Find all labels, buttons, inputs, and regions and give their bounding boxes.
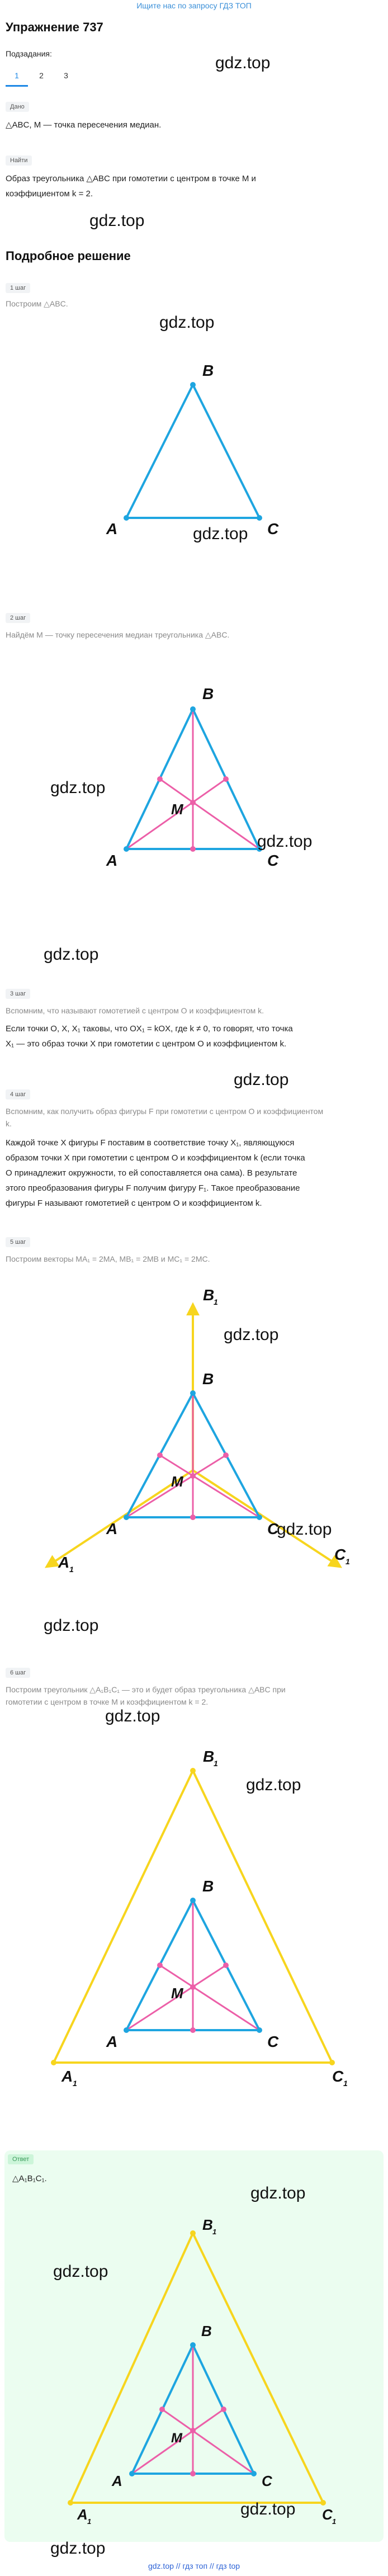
watermark: gdz.top [44, 1616, 99, 1635]
label-a: A [106, 1520, 118, 1537]
step-4-text-line1: Каждой точке X фигуры F поставим в соответствие точку X₁, являющуюся [6, 1138, 295, 1148]
footer-link-gdz-top-mixed[interactable]: гдз top [216, 2561, 240, 2570]
label-b: B [202, 1370, 214, 1388]
watermark: gdz.top [250, 2184, 306, 2202]
step-2-text: Найдём M — точку пересечения медиан треугольника △ABC. [6, 630, 230, 639]
svg-text:1: 1 [343, 2079, 348, 2088]
answer-chip: Ответ [8, 2154, 34, 2164]
watermark: gdz.top [50, 779, 106, 797]
vertex-c [257, 515, 262, 521]
watermark: gdz.top [53, 2262, 108, 2281]
svg-text:1: 1 [69, 1565, 74, 1574]
step-3-text-line2: X₁ — это образ точки X при гомотетии с центром O и коэффициентом k. [6, 1039, 287, 1049]
tab-subtask-2[interactable]: 2 [39, 71, 44, 80]
watermark: gdz.top [159, 313, 215, 332]
label-b: B [202, 1877, 214, 1895]
step-4-text-line4: этого преобразования фигуры F получим фигуру F₁. Такое преобразование [6, 1183, 300, 1193]
label-m: M [171, 2431, 182, 2446]
find-chip: Найти [6, 155, 32, 166]
label-a: A [106, 852, 118, 869]
svg-text:1: 1 [73, 2079, 77, 2088]
figure-triangle-abc [0, 313, 388, 548]
label-b1: B [203, 1748, 215, 1765]
label-b: B [202, 685, 214, 702]
step-1-text: Построим △ABC. [6, 299, 68, 308]
label-a: A [112, 2473, 122, 2489]
svg-text:1: 1 [346, 1557, 350, 1566]
find-text-line1: Образ треугольника △ABC при гомотетии с центром в точке M и [6, 174, 256, 183]
label-a1: A [77, 2506, 88, 2523]
label-c: C [267, 2033, 279, 2050]
step-6-text-line1: Построим треугольник △A₁B₁C₁ — это и будет образ треугольника △ABC при [6, 1685, 286, 1694]
watermark: gdz.top [105, 1707, 160, 1725]
step-5-text: Построим векторы MA₁ = 2MA, MB₁ = 2MB и MC₁ = 2MC. [6, 1254, 210, 1263]
step-4-hint-line1: Вспомним, как получить образ фигуры F при гомотетии с центром O и коэффициентом [6, 1107, 324, 1116]
watermark: gdz.top [257, 832, 313, 851]
watermark: gdz.top [277, 1520, 332, 1539]
figure-medians [0, 643, 388, 884]
svg-text:1: 1 [214, 1759, 218, 1768]
page-title: Упражнение 737 [6, 20, 103, 34]
top-search-link[interactable]: Ищите нас по запросу ГДЗ ТОП [136, 1, 252, 10]
label-c: C [267, 852, 279, 869]
label-c1: C [322, 2506, 333, 2523]
tab-subtask-1[interactable]: 1 [6, 66, 28, 87]
watermark: gdz.top [215, 54, 271, 72]
label-c1: C [334, 1546, 346, 1563]
step-3-chip: 3 шаг [6, 989, 30, 999]
watermark: gdz.top [193, 525, 248, 543]
tab-subtask-3[interactable]: 3 [64, 71, 68, 80]
footer-link-gdz-top-ru[interactable]: гдз топ [182, 2561, 208, 2570]
watermark: gdz.top [44, 945, 99, 964]
triangle-abc [126, 385, 259, 518]
svg-text:1: 1 [214, 1298, 218, 1306]
footer-link-gdz-top[interactable]: gdz.top [148, 2561, 174, 2570]
label-b1: B [202, 2216, 213, 2233]
answer-text: △A₁B₁C₁. [12, 2174, 47, 2183]
watermark: gdz.top [89, 211, 145, 230]
svg-text:1: 1 [212, 2228, 217, 2236]
step-4-hint-line2: k. [6, 1119, 12, 1128]
step-5-chip: 5 шаг [6, 1237, 30, 1247]
label-b: B [202, 362, 214, 379]
watermark: gdz.top [234, 1070, 289, 1089]
triangle-a1b1c1 [70, 2233, 323, 2503]
label-a: A [106, 520, 118, 537]
subtask-tabs [6, 66, 84, 86]
label-c: C [267, 1520, 279, 1537]
step-4-text-line3: O принадлежит окружности, то ей сопоставляется она сама). В результате [6, 1168, 297, 1178]
given-chip: Дано [6, 102, 29, 112]
label-a: A [106, 2033, 118, 2050]
label-m: M [171, 801, 183, 818]
figure-homothety-result [0, 1717, 388, 2120]
solution-heading: Подробное решение [6, 249, 131, 263]
label-c: C [262, 2473, 272, 2489]
label-b: B [201, 2323, 212, 2339]
label-b1: B [203, 1286, 215, 1304]
step-4-text-line2: образом точки X при гомотетии с центром O и коэффициентом k (если точка [6, 1153, 305, 1163]
step-2-chip: 2 шаг [6, 613, 30, 623]
watermark: gdz.top [240, 2500, 296, 2518]
label-c1: C [332, 2068, 344, 2085]
watermark: gdz.top [50, 2539, 106, 2558]
watermark: gdz.top [224, 1325, 279, 1344]
footer-separator: // [176, 2561, 181, 2570]
svg-text:1: 1 [87, 2517, 92, 2526]
step-6-chip: 6 шаг [6, 1668, 30, 1678]
label-a1: A [58, 1554, 70, 1571]
step-3-text-line1: Если точки O, X, X₁ таковы, что OX₁ = kOX, где k ≠ 0, то говорят, что точка [6, 1024, 293, 1034]
step-6-text-line2: гомотетии с центром в точке M и коэффициентом k = 2. [6, 1697, 209, 1706]
step-3-hint: Вспомним, что называют гомотетией с центром O и коэффициентом k. [6, 1006, 264, 1015]
watermark: gdz.top [246, 1776, 301, 1794]
footer-links [0, 2561, 388, 2570]
label-c: C [267, 520, 279, 537]
vertex-a [124, 515, 129, 521]
step-4-chip: 4 шаг [6, 1089, 30, 1100]
given-text: △ABC, M — точка пересечения медиан. [6, 120, 162, 130]
footer-separator: // [209, 2561, 214, 2570]
step-4-text-line5: фигуры F называют гомотетией с центром O и коэффициентом k. [6, 1199, 262, 1208]
label-m: M [171, 1985, 183, 2002]
vertex-b [190, 382, 196, 388]
svg-text:1: 1 [332, 2517, 337, 2526]
label-a1: A [61, 2068, 73, 2085]
step-1-chip: 1 шаг [6, 283, 30, 293]
label-m: M [171, 1473, 183, 1490]
figure-answer [0, 2190, 388, 2525]
find-text-line2: коэффициентом k = 2. [6, 189, 93, 199]
point-m [190, 800, 196, 805]
subtasks-label: Подзадания: [6, 49, 52, 58]
